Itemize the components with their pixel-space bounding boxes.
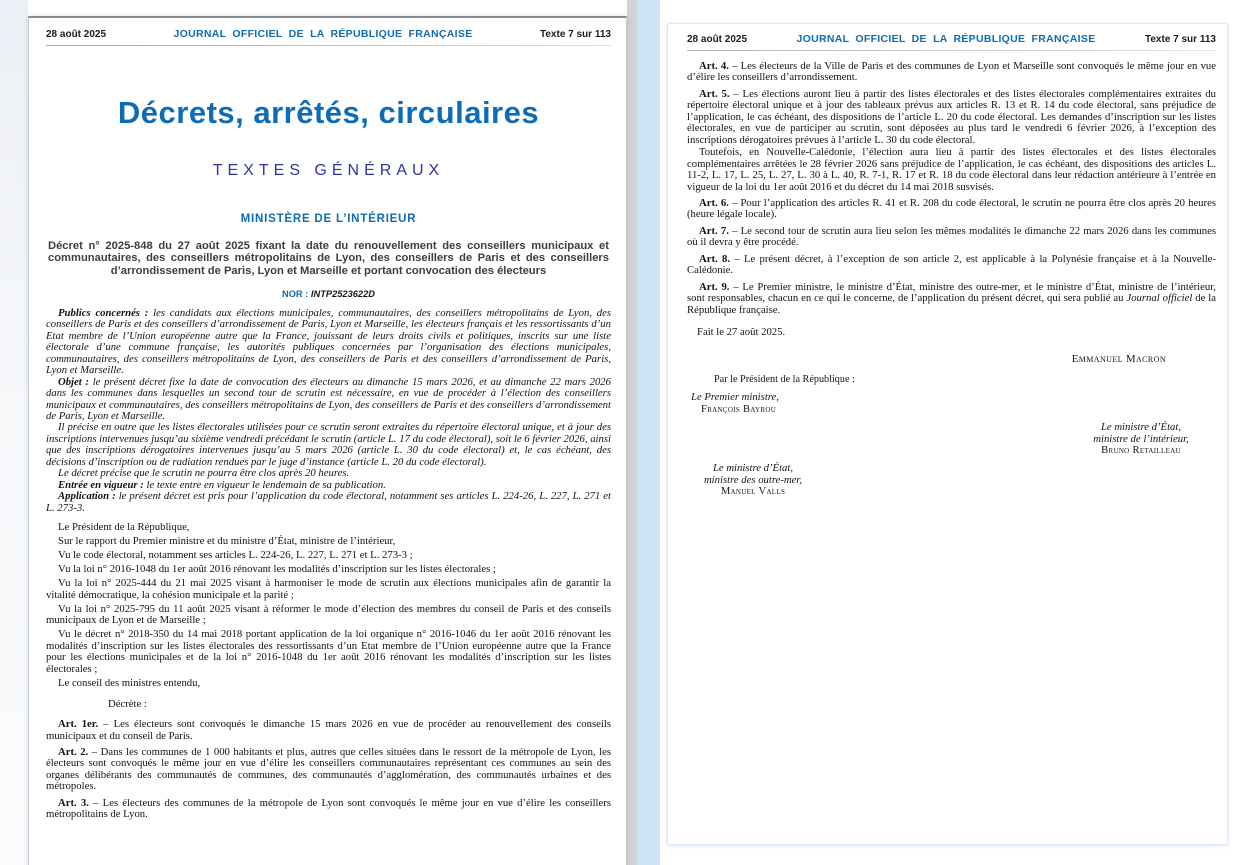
page-header — [687, 33, 1216, 45]
notice-block — [46, 308, 611, 514]
texte-number: Texte 7 sur 113 — [540, 29, 611, 40]
notice-paragraph: Objet : le présent décret fixe la date de convocation des électeurs au dimanche 15 mars 2026, et au dimanche 22 mars 2026 dans les communes dans lesquelles un second tour de scrutin est nécessaire, en vue de procéder à l’élection des conseillers municipaux et communautaires, des conseillers métropolitains de Lyon, des conseillers de Paris et des conseillers d’arrondissement de Paris, Lyon et Marseille. — [46, 375, 611, 422]
rubrique-title: Décrets, arrêtés, circulaires — [117, 95, 540, 130]
header-rule — [46, 45, 611, 46]
article-paragraph: Art. 7. – Le second tour de scrutin aura lieu selon les mêmes modalités le dimanche 22 mars 2026 dans les communes où il devra y être procédé. — [687, 224, 1216, 249]
signature-outremer — [687, 462, 819, 498]
journal-title: JOURNAL OFFICIEL DE LA RÉPUBLIQUE FRANÇAISE — [796, 33, 1096, 45]
visa-paragraph: Vu la loi n° 2016-1048 du 1er août 2016 rénovant les modalités d’inscription sur les listes électorales ; — [58, 563, 496, 576]
articles-block — [46, 719, 611, 821]
notice-paragraph: Publics concernés : les candidats aux élections municipales, communautaires, des conseillers métropolitains de Lyon, des conseillers de Paris et des conseillers d’arrondissement de Paris, Lyon et Marseille, les électeurs français et les ressortissants d’un Etat membre de l’Union européenne autre que la France, jouissant de leurs droits civils et politiques, inscrits sur une liste électorale d’une commune française, les autorités publiques concernées par l’organisation des élections municipales, communautaires, des conseillers métropolitains de Lyon, des conseillers de Paris et des conseillers d’arrondissement de Paris, Lyon et Marseille. — [46, 306, 611, 377]
signature-outremer-name: Manuel Valls — [720, 486, 786, 498]
ministry-title: MINISTÈRE DE L’INTÉRIEUR — [240, 213, 417, 225]
signature-outremer-role2: ministre des outre-mer, — [703, 474, 803, 487]
notice-paragraph: Il précise en outre que les listes électorales utilisées pour ce scrutin seront extraites du répertoire électoral unique, et à jour des inscriptions intervenues jusqu’au sixième vendredi précédant le scrutin (article L. 17 du code électoral), soit le 6 février 2026, ainsi que des inscriptions dérogatoires intervenues jusqu’au 5 mars 2026 (article L. 30 du code électoral) et, le cas échéant, des décisions d’inscription ou de radiation rendues par le juge d’instance (article L. 20 du code électoral). — [46, 421, 611, 468]
viewer-left-margin — [0, 0, 28, 865]
visa-paragraph: Vu la loi n° 2025-795 du 11 août 2025 visant à réformer le mode d’élection des membres du conseil de Paris et des conseils municipaux de Lyon et de Marseille ; — [46, 602, 611, 627]
article-paragraph: Art. 1er. – Les électeurs sont convoqués le dimanche 15 mars 2026 en vue de procéder au renouvellement des conseils municipaux et du conseil de Paris. — [46, 718, 611, 742]
visa-paragraph: Le conseil des ministres entendu, — [58, 676, 201, 689]
visas-block — [46, 522, 611, 689]
article-paragraph: Art. 4. – Les électeurs de la Ville de Paris et des communes de Lyon et Marseille sont convoqués le même jour en vue d’élire les conseillers d’arrondissement. — [687, 60, 1216, 84]
texte-number: Texte 7 sur 113 — [1145, 34, 1216, 45]
article-paragraph: Art. 5. – Les élections auront lieu à partir des listes électorales et des listes électorales complémentaires extraites du répertoire électoral unique et à jour des tableaux prévus aux articles R. 13 et R. 14 du code électoral, sans préjudice de l’application, le cas échéant, des dispositions de l’article L. 20 du code électoral. Les demandes d’inscription sur les listes électorales, en vue de participer au scrutin, sont déposées au plus tard le vendredi 6 février 2026, à l’exception des inscriptions dérogatoires prévues à l’article L. 30 du code électoral. — [687, 87, 1216, 146]
notice-paragraph: Le décret précise que le scrutin ne pourra être clos après 20 heures. — [58, 467, 350, 480]
visa-paragraph: Vu le décret n° 2018-350 du 14 mai 2018 portant application de la loi organique n° 2016-1046 du 1er août 2016 rénovant les modalités d’inscription sur les listes électorales des ressortissants d’un Etat membre de l’Union européenne autre que la France pour les élections municipales et de la loi n° 2016-1048 du 1er août 2016 rénovant les modalités d’inscription sur les listes électorales ; — [46, 628, 611, 675]
header-date: 28 août 2025 — [46, 29, 107, 40]
document-page-2 — [667, 23, 1228, 845]
decrete-label: Décrète : — [108, 698, 147, 711]
journal-title: JOURNAL OFFICIEL DE LA RÉPUBLIQUE FRANÇAISE — [173, 28, 473, 40]
signature-interieur — [1066, 421, 1216, 457]
article-paragraph: Art. 9. – Le Premier ministre, le ministre d’État, ministre des outre-mer, et le ministre d’État, ministre de l’intérieur, sont responsables, chacun en ce qui le concerne, de l’application du présent décret, qui sera publié au Journal officiel de la République française. — [687, 280, 1216, 316]
visa-paragraph: Le Président de la République, — [58, 521, 190, 534]
document-page-1 — [28, 16, 627, 865]
notice-paragraph: Entrée en vigueur : le texte entre en vigueur le lendemain de sa publication. — [58, 478, 386, 491]
signature-interieur-role2: ministre de l’intérieur, — [1093, 433, 1189, 446]
signature-pm-name: François Bayrou — [701, 404, 777, 416]
visa-paragraph: Sur le rapport du Premier ministre et du ministre d’État, ministre de l’intérieur, — [58, 535, 396, 548]
signature-outremer-role1: Le ministre d’État, — [712, 462, 794, 475]
header-date: 28 août 2025 — [687, 34, 748, 45]
signature-block — [687, 353, 1216, 498]
articles-block — [687, 61, 1216, 316]
journal-officiel-italic: Journal officiel — [1126, 292, 1193, 305]
article-paragraph: Art. 8. – Le présent décret, à l’exception de son article 2, est applicable à la Polynésie française et à la Nouvelle-Calédonie. — [687, 252, 1216, 277]
scrollbar[interactable] — [627, 0, 637, 865]
notice-paragraph: Application : le présent décret est pris pour l’application du code électoral, notamment ses articles L. 224-26, L. 227, L. 271 et L. 273-3. — [46, 490, 611, 514]
signature-par-line: Par le Président de la République : — [714, 374, 855, 386]
section-title: TEXTES GÉNÉRAUX — [212, 162, 445, 179]
page-header — [46, 28, 611, 40]
article-paragraph: Toutefois, en Nouvelle-Calédonie, l’élection aura lieu à partir des listes électorales et des listes électorales complémentaires arrêtées le 28 février 2026 sans préjudice de l’application, le cas échéant, des dispositions des articles L. 11-2, L. 17, L. 25, L. 27, L. 30 à L. 40, R. 7-1, R. 17 et R. 18 du code électoral dans leur rédaction antérieure à l’entrée en vigueur de la loi du 1er août 2016 et du décret du 14 mai 2018 susvisés. — [687, 146, 1216, 193]
signature-pm-role: Le Premier ministre, — [691, 391, 779, 404]
article-paragraph: Art. 6. – Pour l’application des articles R. 41 et R. 208 du code électoral, le scrutin ne pourra être clos après 20 heures (heure légale locale). — [687, 196, 1216, 221]
visa-paragraph: Vu la loi n° 2025-444 du 21 mai 2025 visant à harmoniser le mode de scrutin aux élections municipales afin de garantir la vitalité démocratique, la cohésion municipale et la parité ; — [46, 577, 611, 601]
decree-title: Décret n° 2025-848 du 27 août 2025 fixant la date du renouvellement des conseillers municipaux et communautaires, des conseillers métropolitains de Lyon, des conseillers de Paris et des conseillers d’arrondissement de Paris, Lyon et Marseille et portant convocation des électeurs — [48, 240, 609, 277]
article-paragraph: Art. 3. – Les électeurs des communes de la métropole de Lyon sont convoqués le même jour en vue d’élire les conseillers métropolitains de Lyon. — [46, 796, 611, 821]
nor-line — [46, 289, 611, 299]
signature-interieur-role1: Le ministre d’État, — [1100, 421, 1182, 434]
signature-interieur-name: Bruno Retailleau — [1101, 445, 1181, 457]
pane-divider — [637, 0, 660, 865]
article-paragraph: Art. 2. – Dans les communes de 1 000 habitants et plus, autres que celles situées dans le ressort de la métropole de Lyon, les électeurs sont convoqués le même jour en vue d’élire les conseillers communautaires représentant ces communes au sein des organes délibérants des communautés de communes, des communautés d’agglomération, des communautés urbaines et des métropoles. — [46, 746, 611, 793]
nor-value: INTP2523622D — [310, 288, 375, 299]
nor-label: NOR : — [281, 288, 311, 299]
signature-president: Emmanuel Macron — [1071, 353, 1166, 366]
header-rule — [687, 50, 1216, 51]
fait-line: Fait le 27 août 2025. — [697, 326, 786, 339]
visa-paragraph: Vu le code électoral, notamment ses articles L. 224-26, L. 227, L. 271 et L. 273-3 ; — [58, 549, 413, 562]
